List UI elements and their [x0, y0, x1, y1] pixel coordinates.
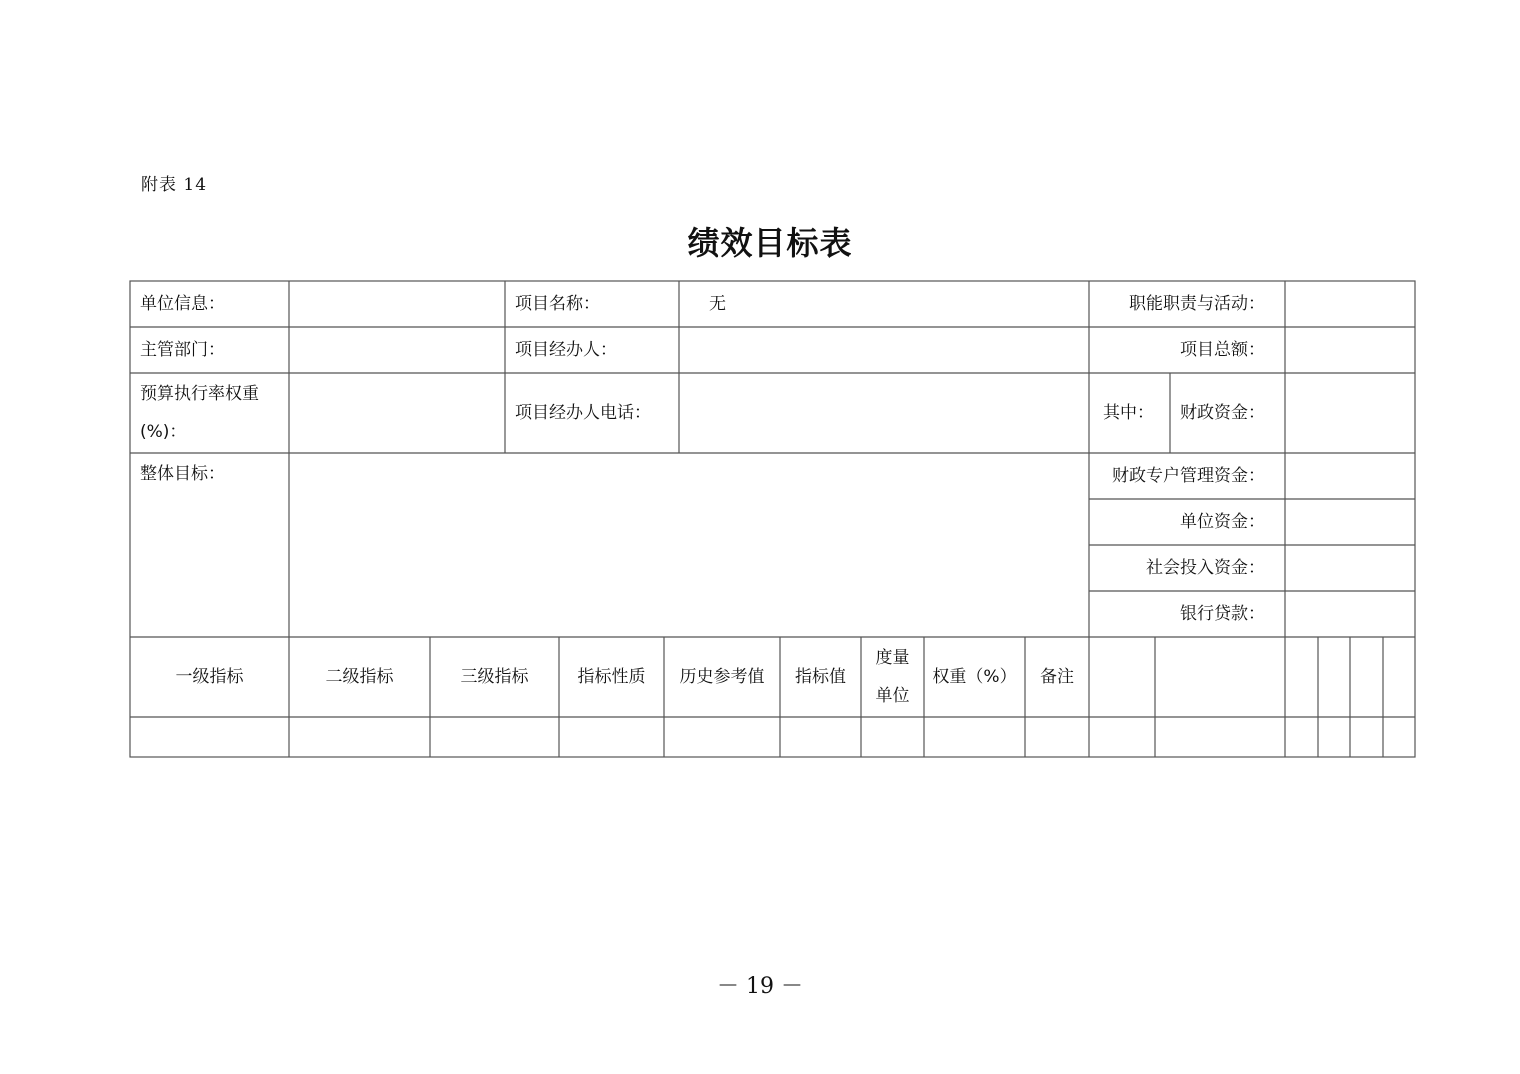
- handler-phone-field[interactable]: [679, 373, 1089, 453]
- duty-activity-field[interactable]: [1285, 281, 1415, 327]
- project-total-label: 项目总额：: [1180, 340, 1265, 360]
- header-level2-indicator: 二级指标: [325, 667, 394, 687]
- page-title: 绩效目标表: [687, 224, 853, 262]
- header-indicator-nature: 指标性质: [577, 667, 646, 687]
- dept-field[interactable]: [289, 327, 505, 373]
- data-cell-unit[interactable]: [861, 717, 924, 757]
- handler-field[interactable]: [679, 327, 1089, 373]
- budget-rate-weight-field[interactable]: [289, 373, 505, 453]
- unit-info-field[interactable]: [289, 281, 505, 327]
- budget-rate-label-line1: 预算执行率权重: [140, 384, 259, 404]
- data-cell-remark[interactable]: [1025, 717, 1089, 757]
- special-account-funds-label: 财政专户管理资金：: [1112, 466, 1265, 486]
- fiscal-funds-field[interactable]: [1285, 373, 1415, 453]
- header-indicator-value: 指标值: [795, 667, 846, 687]
- bank-loan-label: 银行贷款：: [1180, 604, 1265, 624]
- header-history-value: 历史参考值: [679, 667, 765, 687]
- fiscal-funds-label: 财政资金：: [1180, 403, 1265, 423]
- header-measure-unit: [861, 637, 924, 717]
- header-measure-unit-line2: 单位: [875, 686, 910, 706]
- handler-phone-label: 项目经办人电话：: [515, 403, 651, 423]
- project-name-label: 项目名称：: [515, 294, 600, 314]
- social-funds-field[interactable]: [1285, 545, 1415, 591]
- data-cell-history[interactable]: [664, 717, 780, 757]
- unit-funds-label: 单位资金：: [1180, 512, 1265, 532]
- bank-loan-field[interactable]: [1285, 591, 1415, 637]
- attachment-label: 附表 14: [141, 175, 208, 195]
- data-cell-level2[interactable]: [289, 717, 430, 757]
- handler-label: 项目经办人：: [515, 340, 617, 360]
- data-cell-weight[interactable]: [924, 717, 1025, 757]
- unit-info-label: 单位信息：: [140, 294, 225, 314]
- project-name-value[interactable]: 无: [709, 294, 726, 314]
- duty-activity-label: 职能职责与活动：: [1129, 294, 1265, 314]
- social-funds-label: 社会投入资金：: [1146, 558, 1265, 578]
- dept-label: 主管部门：: [140, 340, 225, 360]
- unit-funds-field[interactable]: [1285, 499, 1415, 545]
- overall-goal-field[interactable]: [289, 453, 1089, 637]
- header-level3-indicator: 三级指标: [460, 667, 529, 687]
- header-measure-unit-line1: 度量: [875, 648, 910, 668]
- budget-rate-label-line2: (%)：: [140, 422, 187, 442]
- data-cell-level1[interactable]: [130, 717, 289, 757]
- header-level1-indicator: 一级指标: [175, 667, 244, 687]
- overall-goal-label: 整体目标：: [140, 464, 225, 484]
- data-cell-level3[interactable]: [430, 717, 559, 757]
- data-cell-nature[interactable]: [559, 717, 664, 757]
- among-label: 其中：: [1103, 403, 1154, 423]
- special-account-funds-field[interactable]: [1285, 453, 1415, 499]
- budget-rate-weight-label: [130, 373, 289, 453]
- header-weight: 权重（%）: [932, 667, 1017, 687]
- header-remark: 备注: [1040, 667, 1074, 687]
- data-cell-value[interactable]: [780, 717, 861, 757]
- page-number: － 19 －: [717, 974, 803, 999]
- project-total-field[interactable]: [1285, 327, 1415, 373]
